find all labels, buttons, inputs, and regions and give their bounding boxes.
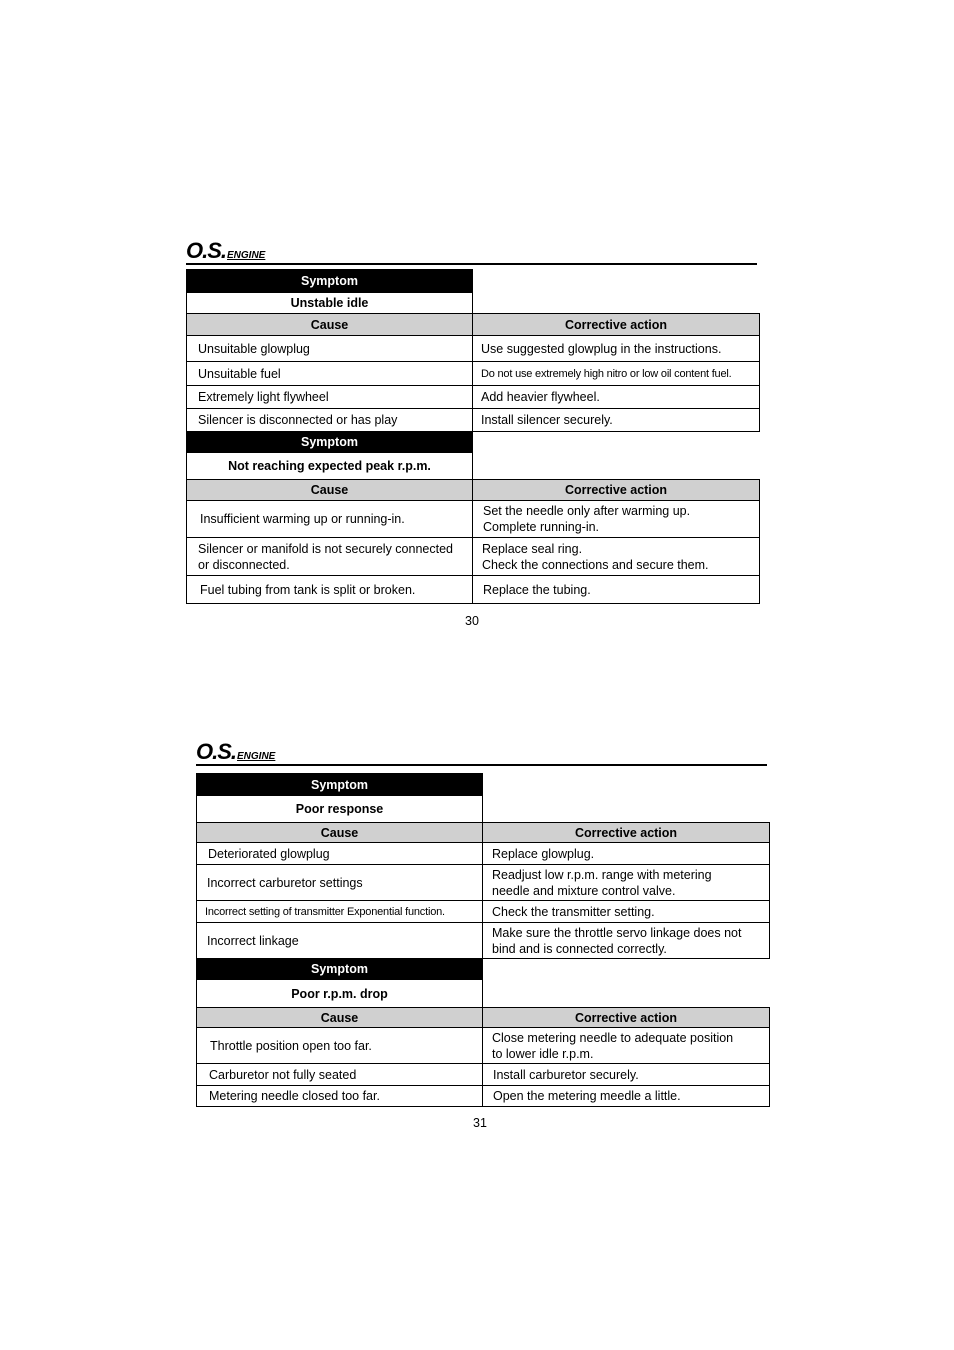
cause-header: Cause: [187, 314, 473, 336]
action-header: Corrective action: [483, 823, 770, 843]
troubleshooting-table-poor-response: [196, 773, 770, 1107]
action-cell: [483, 923, 770, 959]
action-line: needle and mixture control valve.: [492, 883, 676, 898]
table-row: [187, 336, 760, 362]
symptom-header: Symptom: [197, 774, 483, 796]
blank-cell: [473, 432, 760, 480]
cause-cell: Insufficient warming up or running-in.: [187, 501, 473, 538]
action-header: Corrective action: [473, 314, 760, 336]
action-cell: Open the metering meedle a little.: [483, 1086, 770, 1107]
header-rule: [186, 263, 757, 265]
cause-cell: Unsuitable fuel: [187, 362, 473, 386]
action-cell: [483, 865, 770, 901]
cause-cell: Silencer is disconnected or has play: [187, 409, 473, 432]
action-line: Complete running-in.: [483, 520, 600, 534]
cause-line: or disconnected.: [198, 557, 290, 572]
cause-cell: Throttle position open too far.: [197, 1028, 483, 1064]
action-cell: Add heavier flywheel.: [473, 386, 760, 409]
brand-word: ENGINE: [227, 250, 266, 261]
table-row: [187, 576, 760, 604]
action-line: Check the connections and secure them.: [482, 557, 709, 572]
action-cell: [483, 1028, 770, 1064]
cause-header: Cause: [197, 823, 483, 843]
table-row: [187, 409, 760, 432]
cause-cell: Incorrect linkage: [197, 923, 483, 959]
action-line: to lower idle r.p.m.: [492, 1046, 594, 1061]
symptom-header: Symptom: [197, 959, 483, 980]
action-cell: [473, 501, 760, 538]
cause-header: Cause: [197, 1008, 483, 1028]
action-line: bind and is connected correctly.: [492, 941, 667, 956]
page-number: 30: [465, 614, 479, 628]
brand-logo: [186, 238, 265, 264]
table-row: [197, 1086, 770, 1107]
cause-cell: Metering needle closed too far.: [197, 1086, 483, 1107]
symptom-value: Unstable idle: [187, 293, 473, 314]
table-row: [197, 1064, 770, 1086]
table-row: [197, 923, 770, 959]
table-row: [187, 501, 760, 538]
table-row: [197, 1028, 770, 1064]
cause-cell: Incorrect setting of transmitter Exponential function.: [197, 901, 483, 923]
symptom-value: Not reaching expected peak r.p.m.: [187, 453, 473, 480]
table-row: [187, 538, 760, 576]
action-cell: Use suggested glowplug in the instructions.: [473, 336, 760, 362]
cause-header: Cause: [187, 480, 473, 501]
action-cell: [473, 538, 760, 576]
action-line: Set the needle only after warming up.: [483, 504, 691, 518]
cause-cell: Carburetor not fully seated: [197, 1064, 483, 1086]
cause-cell: Extremely light flywheel: [187, 386, 473, 409]
table-row: [187, 362, 760, 386]
action-cell: Check the transmitter setting.: [483, 901, 770, 923]
action-line: Replace seal ring.: [482, 541, 583, 556]
table-row: [187, 386, 760, 409]
action-cell: Replace the tubing.: [473, 576, 760, 604]
action-line: Readjust low r.p.m. range with metering: [492, 867, 712, 882]
action-cell: Replace glowplug.: [483, 843, 770, 865]
table-row: [197, 901, 770, 923]
symptom-value: Poor r.p.m. drop: [197, 980, 483, 1008]
cause-cell: Incorrect carburetor settings: [197, 865, 483, 901]
cause-cell: Unsuitable glowplug: [187, 336, 473, 362]
brand-mark: O.S.: [186, 238, 227, 263]
table-row: [197, 843, 770, 865]
symptom-value: Poor response: [197, 796, 483, 823]
action-header: Corrective action: [473, 480, 760, 501]
cause-cell: [187, 538, 473, 576]
troubleshooting-table-unstable-idle: [186, 269, 760, 604]
cause-line: Silencer or manifold is not securely connected: [198, 541, 453, 556]
symptom-header: Symptom: [187, 432, 473, 453]
brand-word: ENGINE: [237, 751, 276, 762]
action-line: Close metering needle to adequate position: [492, 1030, 734, 1045]
action-header: Corrective action: [483, 1008, 770, 1028]
blank-cell: [473, 270, 760, 314]
page-number: 31: [473, 1116, 487, 1130]
cause-cell: Deteriorated glowplug: [197, 843, 483, 865]
blank-cell: [483, 959, 770, 1008]
action-cell: Install carburetor securely.: [483, 1064, 770, 1086]
header-rule: [196, 764, 767, 766]
symptom-header: Symptom: [187, 270, 473, 293]
action-cell: Do not use extremely high nitro or low oil content fuel.: [473, 362, 760, 386]
brand-logo: [196, 739, 275, 765]
action-cell: Install silencer securely.: [473, 409, 760, 432]
brand-mark: O.S.: [196, 739, 237, 764]
table-row: [197, 865, 770, 901]
cause-cell: Fuel tubing from tank is split or broken.: [187, 576, 473, 604]
blank-cell: [483, 774, 770, 823]
action-line: Make sure the throttle servo linkage does not: [492, 925, 742, 940]
